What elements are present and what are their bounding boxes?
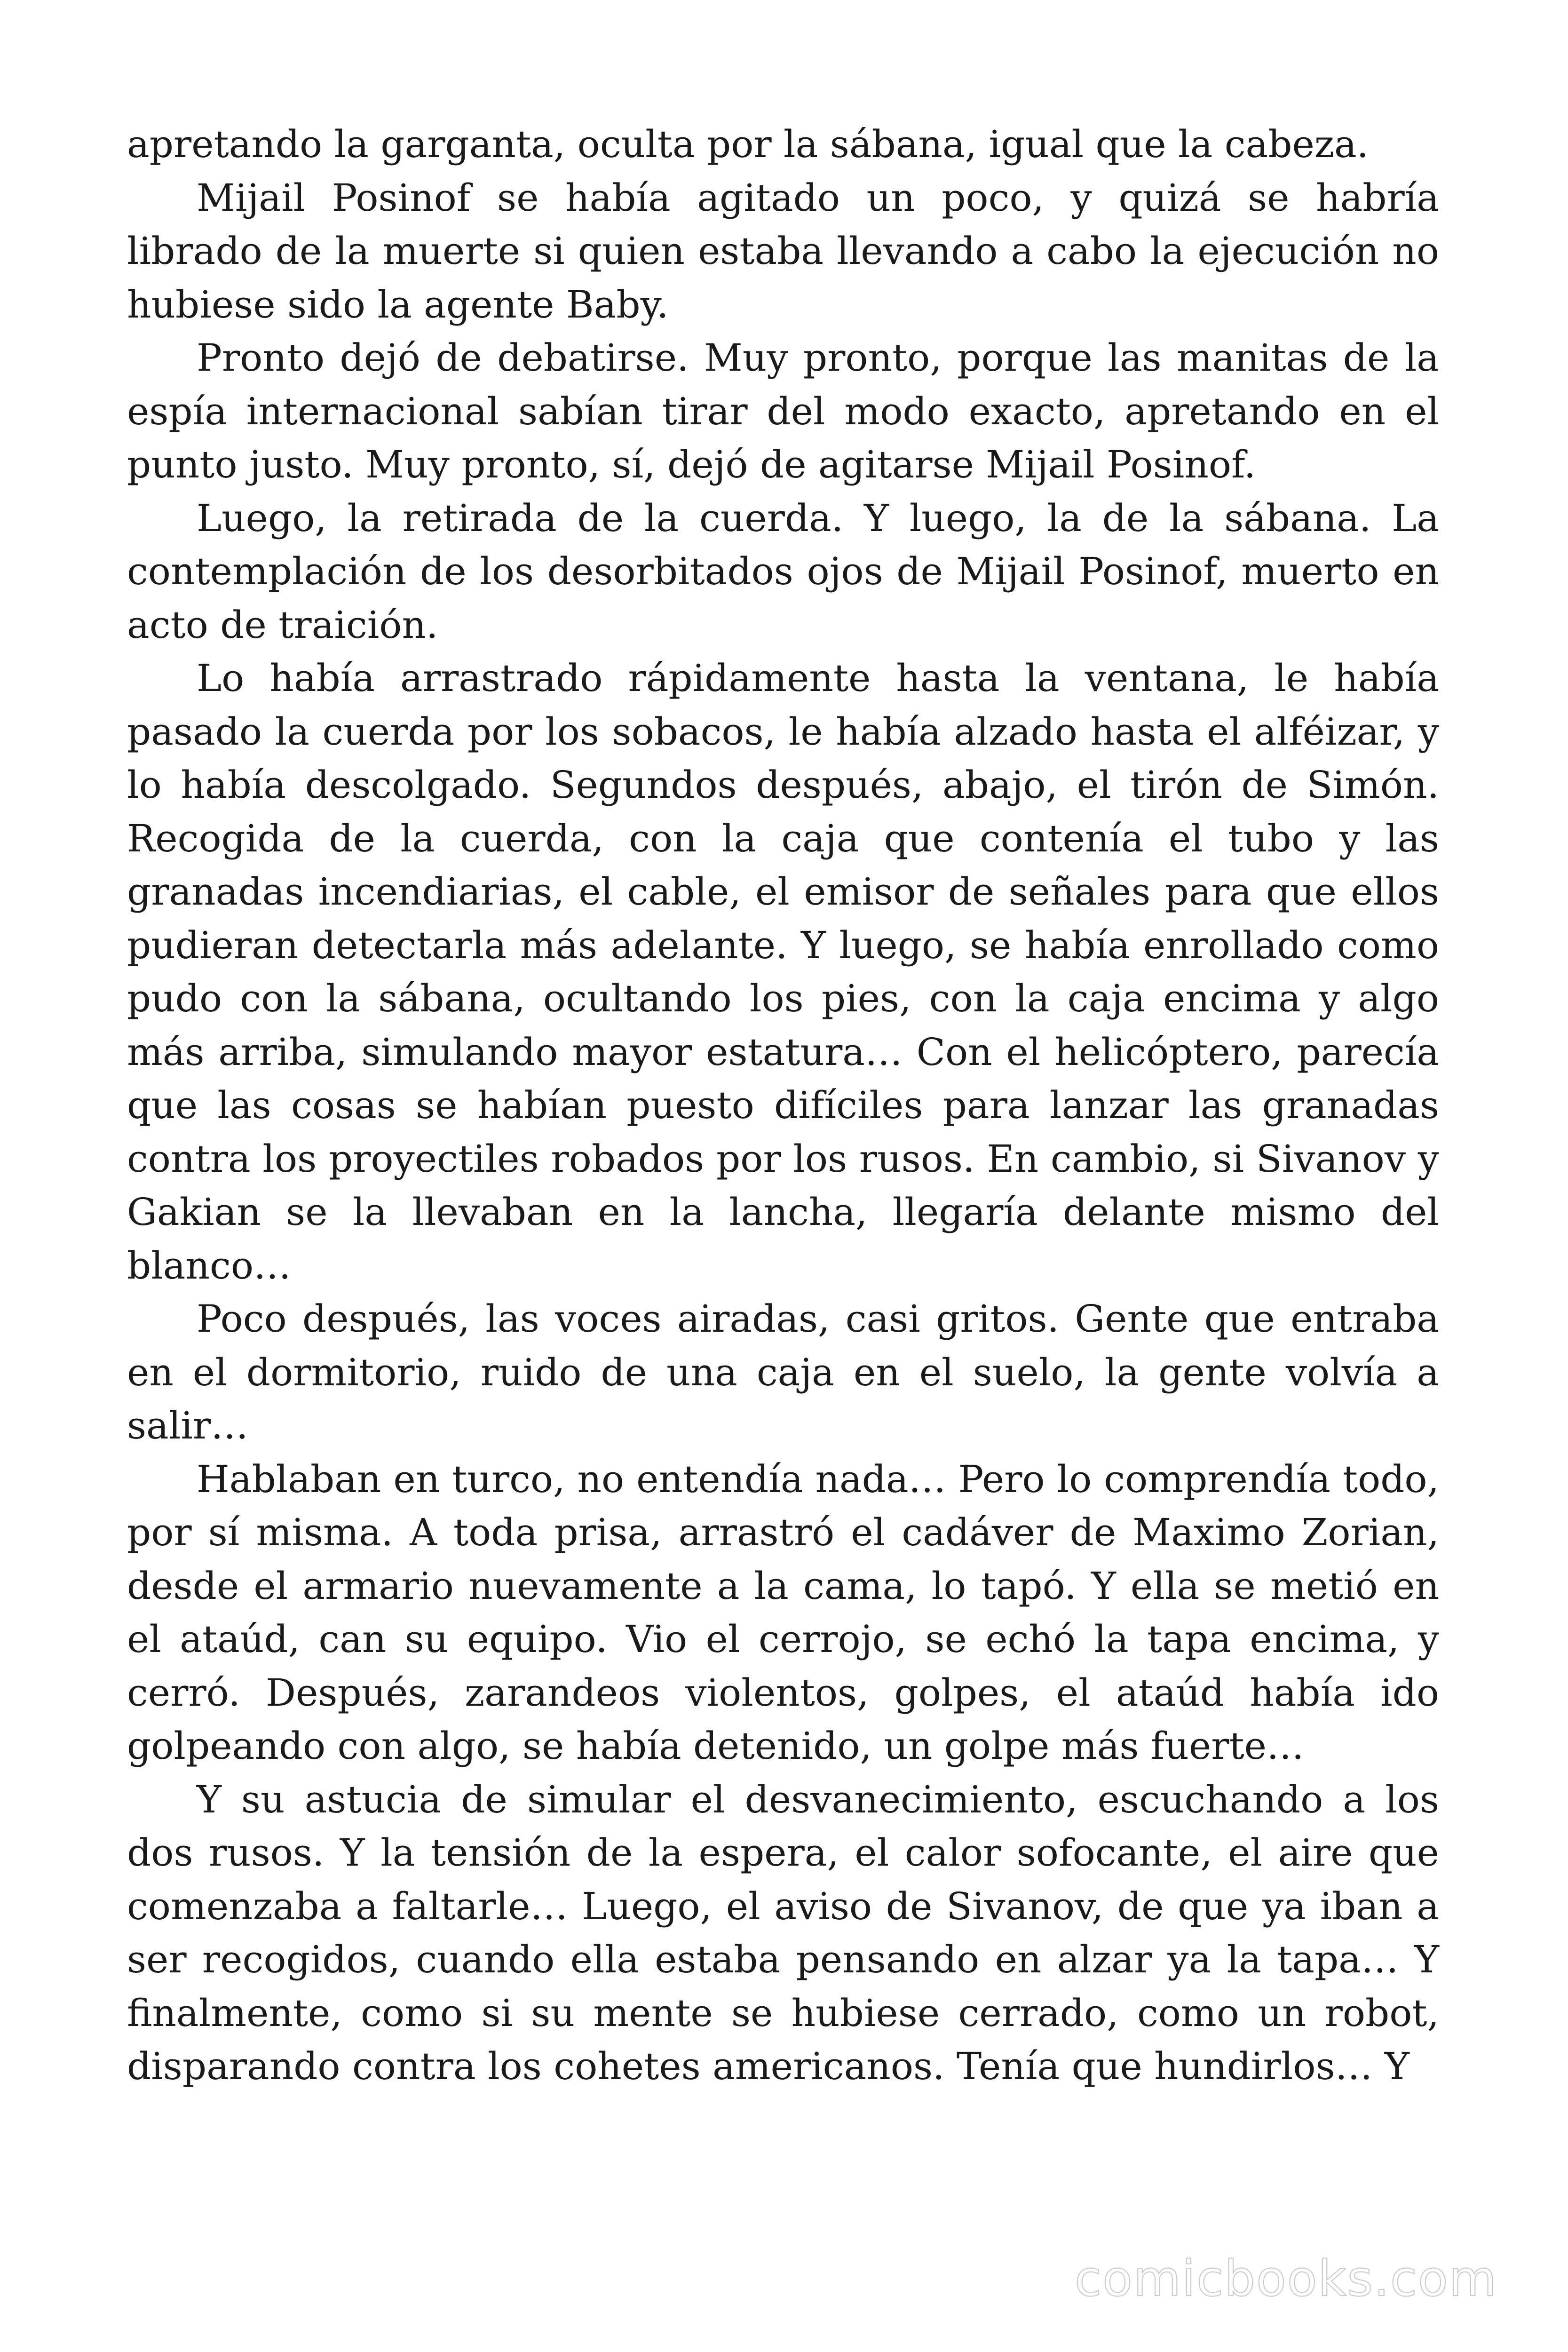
paragraph: Pronto dejó de debatirse. Muy pronto, porque las manitas de la espía internacional sabían tirar del modo exacto, apretando en el punto justo. Muy pronto, sí, dejó de agitarse Mijail Posinof. — [127, 336, 1439, 486]
watermark: comicbooks.com — [1074, 2250, 1497, 2307]
paragraph: Y su astucia de simular el desvanecimiento, escuchando a los dos rusos. Y la tensión de la espera, el calor sofocante, el aire que comenzaba a faltarle… Luego, el aviso de Sivanov, de que ya iban a ser recogidos, cuando ella estaba pensando en alzar ya la tapa… Y finalmente, como si su mente se hubiese cerrado, como un robot, disparando contra los cohetes americanos. Tenía que hundirlos… Y — [127, 1777, 1439, 2088]
paragraph: Luego, la retirada de la cuerda. Y luego, la de la sábana. La contemplación de los desorbitados ojos de Mijail Posinof, muerto en acto de traición. — [127, 496, 1439, 647]
body-text — [127, 118, 1439, 2093]
paragraph-continued: apretando la garganta, oculta por la sábana, igual que la cabeza. — [127, 122, 1369, 166]
paragraph: Lo había arrastrado rápidamente hasta la ventana, le había pasado la cuerda por los sobacos, le había alzado hasta el alféizar, y lo había descolgado. Segundos después, abajo, el tirón de Simón. Recogida de la cuerda, con la caja que contenía el tubo y las granadas incendiarias, el cable, el emisor de señales para que ellos pudieran detectarla más adelante. Y luego, se había enrollado como pudo con la sábana, ocultando los pies, con la caja encima y algo más arriba, simulando mayor estatura… Con el helicóptero, parecía que las cosas se habían puesto difíciles para lanzar las granadas contra los proyectiles robados por los rusos. En cambio, si Sivanov y Gakian se la llevaban en la lancha, llegaría delante mismo del blanco… — [127, 656, 1439, 1287]
paragraph: Poco después, las voces airadas, casi gritos. Gente que entraba en el dormitorio, ruido de una caja en el suelo, la gente volvía a salir… — [127, 1297, 1439, 1447]
paragraph: Hablaban en turco, no entendía nada… Pero lo comprendía todo, por sí misma. A toda prisa, arrastró el cadáver de Maximo Zorian, desde el armario nuevamente a la cama, lo tapó. Y ella se metió en el ataúd, can su equipo. Vio el cerrojo, se echó la tapa encima, y cerró. Después, zarandeos violentos, golpes, el ataúd había ido golpeando con algo, se había detenido, un golpe más fuerte… — [127, 1457, 1439, 1768]
paragraph: Mijail Posinof se había agitado un poco, y quizá se habría librado de la muerte si quien estaba llevando a cabo la ejecución no hubiese sido la agente Baby. — [127, 175, 1439, 326]
